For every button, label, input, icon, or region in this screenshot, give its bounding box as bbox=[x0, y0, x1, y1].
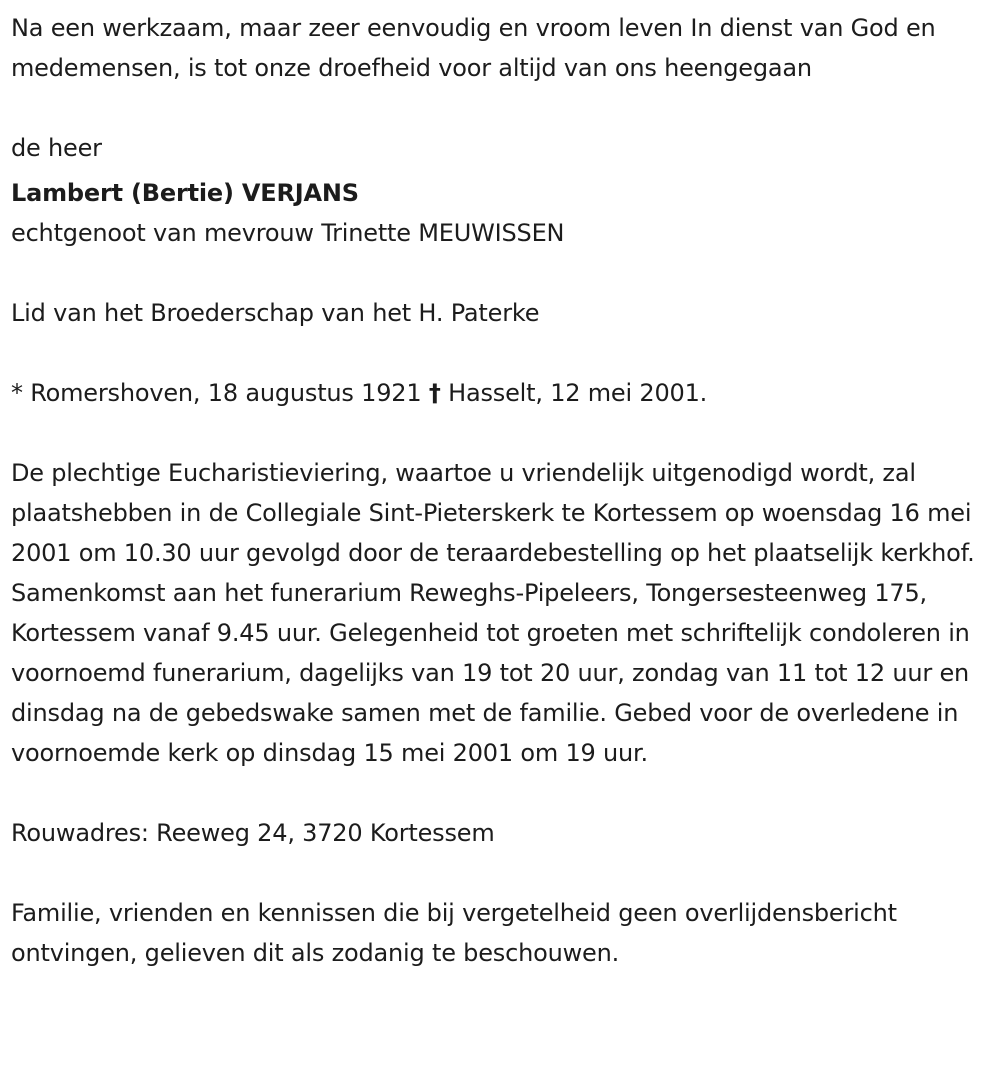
spacer bbox=[11, 853, 992, 893]
intro-paragraph: Na een werkzaam, maar zeer eenvoudig en vroom leven In dienst van God en medemensen, is tot onze droefheid voor altijd van ons heengegaan bbox=[11, 14, 936, 82]
cross-icon: † bbox=[428, 379, 441, 407]
closing-paragraph: Familie, vrienden en kennissen die bij vergetelheid geen overlijdensbericht ontvingen, gelieven dit als zodanig te beschouwen. bbox=[11, 899, 897, 967]
spacer bbox=[11, 88, 992, 128]
dates-line bbox=[11, 373, 992, 413]
spacer bbox=[11, 773, 992, 813]
death-text: Hasselt, 12 mei 2001. bbox=[448, 379, 708, 407]
ceremony-paragraph: De plechtige Eucharistieviering, waartoe u vriendelijk uitgenodigd wordt, zal plaatshebben in de Collegiale Sint-Pieterskerk te Kortessem op woensdag 16 mei 2001 om 10.30 uur gevolgd door de teraardebestelling op het plaatselijk kerkhof. Samenkomst aan het funerarium Reweghs-Pipeleers, Tongersesteenweg 175, Kortessem vanaf 9.45 uur. Gelegenheid tot groeten met schriftelijk condoleren in voornoemd funerarium, dagelijks van 19 tot 20 uur, zondag van 11 tot 12 uur en dinsdag na de gebedswake samen met de familie. Gebed voor de overledene in voornoemde kerk op dinsdag 15 mei 2001 om 19 uur. bbox=[11, 459, 975, 767]
birth-text: * Romershoven, 18 augustus 1921 bbox=[11, 379, 422, 407]
address-line: Rouwadres: Reeweg 24, 3720 Kortessem bbox=[11, 819, 495, 847]
spacer bbox=[11, 413, 992, 453]
spouse-line: echtgenoot van mevrouw Trinette MEUWISSEN bbox=[11, 219, 565, 247]
spacer bbox=[11, 333, 992, 373]
membership-line: Lid van het Broederschap van het H. Paterke bbox=[11, 299, 540, 327]
spacer bbox=[11, 253, 992, 293]
title-prefix: de heer bbox=[11, 134, 102, 162]
deceased-name: Lambert (Bertie) VERJANS bbox=[11, 179, 359, 207]
